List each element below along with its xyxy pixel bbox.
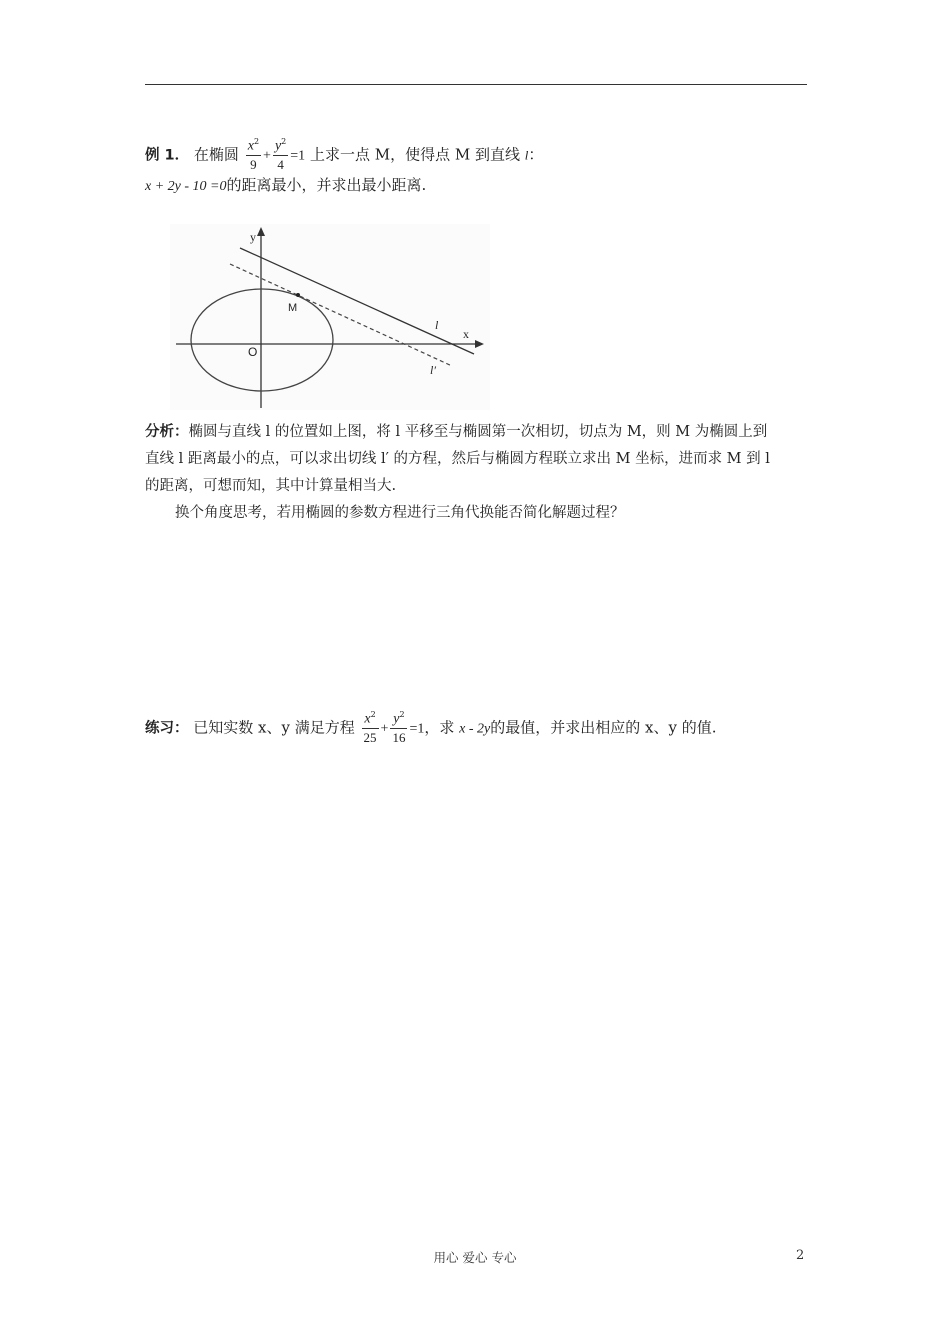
analysis-block [145, 419, 807, 527]
example-line-equation-rest: 的距离最小，并求出最小距离. [226, 176, 427, 194]
example-line-2 [145, 175, 426, 197]
line-l-label: l [435, 318, 439, 332]
example-text-before: 在椭圆 [193, 145, 239, 164]
analysis-label: 分析： [145, 424, 189, 440]
tangent-label: l′ [430, 363, 436, 377]
analysis-line-1: 分析：椭圆与直线 l 的位置如上图，将 l 平移至与椭圆第一次相切，切点为 M，则 M 为椭圆上到 [145, 424, 768, 440]
example-line-1: 例 1． 在椭圆 $\frac{x^2}{9}$ + $\frac{y^2}{4}$ =1 上求一点 M，使得点 M 到直线 l： [145, 135, 543, 176]
origin-label: O [248, 345, 258, 359]
exercise-label: 练习： [145, 720, 189, 737]
exercise-line: 练习： 已知实数 x、y 满足方程 $\frac{x^2}{25}$ + $\frac{y^2}{16}$ =1，求 x - 2y的最值，并求出相应的 x、y 的值. [145, 708, 717, 749]
line-symbol: l [524, 147, 529, 163]
point-m [296, 293, 300, 297]
header-rule [145, 84, 807, 85]
y-axis-label: y [250, 230, 256, 244]
example-fraction-x: $\frac{x^2}{9}$ [247, 137, 260, 173]
example-text-after: 上求一点 M，使得点 M 到直线 [309, 145, 520, 164]
exercise-expression: x - 2y [459, 721, 491, 737]
example-fraction-y: $\frac{y^2}{4}$ [274, 137, 287, 173]
exercise-text-after: 的最值，并求出相应的 x、y 的值. [490, 718, 717, 737]
exercise-text-before: 已知实数 x、y 满足方程 [193, 718, 355, 737]
exercise-fraction-x: $\frac{x^2}{25}$ [363, 710, 377, 746]
page-footer: 用心 爱心 专心 [433, 1250, 517, 1265]
figure-background [170, 224, 490, 410]
page-number: 2 [796, 1248, 805, 1263]
line-equation: x + 2y - 10 =0 [145, 179, 227, 194]
exercise-fraction-y: $\frac{y^2}{16}$ [392, 710, 406, 746]
ellipse-figure [170, 224, 490, 410]
point-m-label: M [288, 302, 298, 314]
x-axis-label: x [463, 327, 469, 341]
analysis-line-3: 的距离，可想而知，其中计算量相当大. [145, 478, 397, 494]
analysis-line-2: 直线 l 距离最小的点，可以求出切线 l′ 的方程，然后与椭圆方程联立求出 M 坐标，进而求 M 到 l [145, 451, 770, 467]
example-label: 例 1． [145, 147, 190, 164]
analysis-line-4: 换个角度思考，若用椭圆的参数方程进行三角代换能否简化解题过程？ [175, 505, 625, 521]
